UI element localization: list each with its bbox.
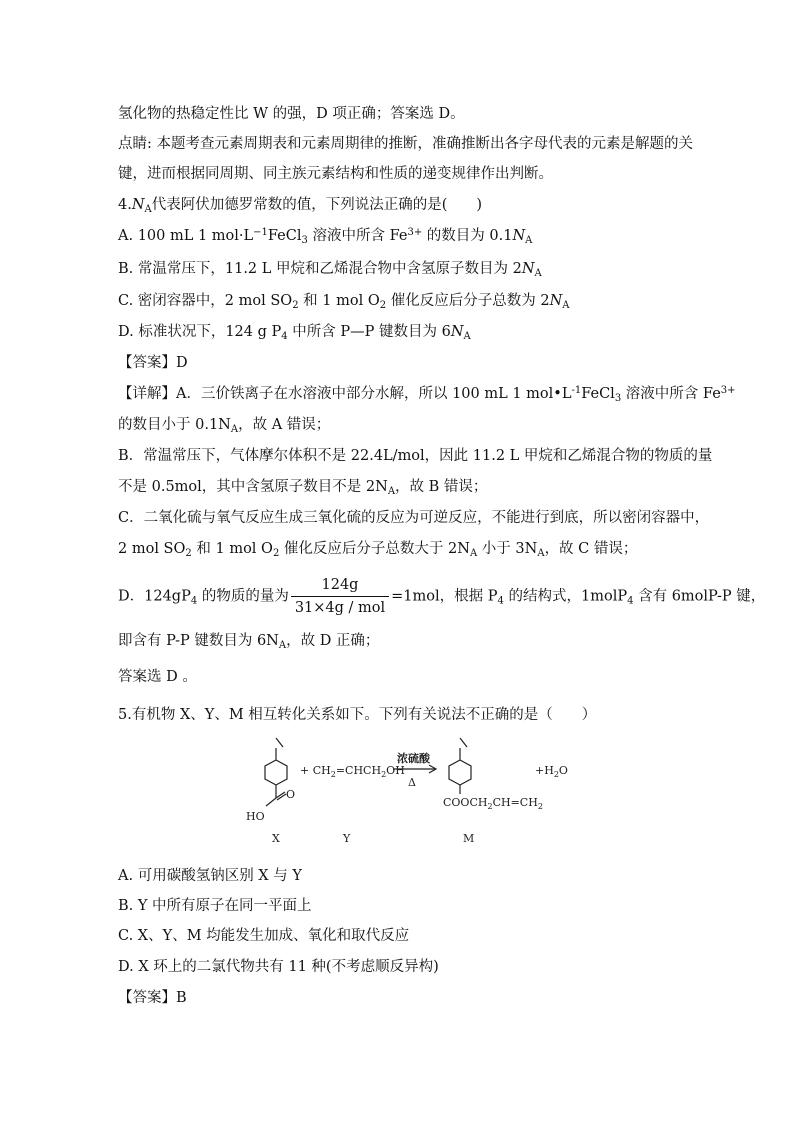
question-5-stem: 5.有机物 X、Y、M 相互转化关系如下。下列有关说法不正确的是（ ） (118, 707, 597, 723)
molecule-m-structure (449, 738, 471, 794)
question-4-option-b: B. 常温常压下，11.2 L 甲烷和乙烯混合物中含氢原子数目为 $2N_A$ (118, 261, 542, 279)
question-4-answer: 【答案】D (118, 355, 188, 371)
explanation-a-line1: 【详解】A．三价铁离子在水溶液中部分水解，所以 100 mL 1 $mol•L^{-1}FeCl_3$ 溶液中所含 $Fe^{3+}$ (118, 385, 736, 404)
question-5-option-c: C. X、Y、M 均能发生加成、氧化和取代反应 (118, 928, 410, 944)
text-line: 键，进而根据同周期、同主族元素结构和性质的递变规律作出判断。 (118, 166, 553, 182)
question-4-option-d: D. 标准状况下，124 g $P_4$ 中所含 P—P 键数目为 $6N_A$ (118, 324, 471, 342)
reaction-scheme (240, 736, 570, 848)
question-5-answer: 【答案】B (118, 990, 187, 1006)
explanation-d-line1: D．$124gP_4$ 的物质的量为 $\frac{124g}{\text{31×4g / mol}}$ =1mol，根据 $P_4$ 的结构式，1molP$_4$ 含有 6molP-P 键， (118, 577, 766, 616)
label-x: X (272, 832, 280, 845)
label-y: Y (343, 832, 351, 845)
x-ho-label: HO (246, 810, 265, 823)
water-formula: $+H_2O$ (535, 764, 568, 779)
m-ester-formula: $COOCH_2CH=CH_2$ (443, 796, 543, 811)
y-formula: + $CH_2=CHCH_2OH$ (300, 764, 405, 779)
explanation-c-line2: 2 mol $SO_2$ 和 1 mol $O_2$ 催化反应后分子总数大于 $2N_A$ 小于 $3N_A$，故 C 错误； (118, 541, 638, 559)
question-5-option-b: B. Y 中所有原子在同一平面上 (118, 898, 312, 914)
question-5-option-a: A. 可用碳酸氢钠区别 X 与 Y (118, 868, 302, 884)
final-answer: 答案选 D 。 (118, 669, 197, 685)
explanation-c-line1: C．二氧化硫与氧气反应生成三氧化硫的反应为可逆反应，不能进行到底，所以密闭容器中， (118, 510, 710, 526)
label-m: M (463, 832, 475, 845)
condition-catalyst: 浓硫酸 (397, 752, 430, 765)
text-line: 点睛: 本题考查元素周期表和元素周期律的推断，准确推断出各字母代表的元素是解题的关 (118, 136, 693, 152)
question-4-option-a: A. 100 mL 1 $mol\cdot L^{-1}FeCl_3$ 溶液中所含 $Fe^{3+}$ 的数目为 $0.1N_A$ (118, 227, 533, 246)
condition-heat: Δ (408, 776, 416, 789)
explanation-b-line1: B．常温常压下，气体摩尔体积不是 22.4L/mol，因此 11.2 L 甲烷和乙烯混合物的物质的量 (118, 448, 713, 464)
explanation-d-line2: 即含有 P-P 键数目为 $6N_A$，故 D 正确； (118, 633, 380, 651)
explanation-b-line2: 不是 0.5mol，其中含氢原子数目不是 $2N_A$，故 B 错误； (118, 479, 488, 497)
question-4-stem: $4.N_A$代表阿伏加德罗常数的值，下列说法正确的是( ) (118, 197, 483, 215)
text-line: 氢化物的热稳定性比 W 的强，D 项正确；答案选 D。 (118, 106, 465, 122)
explanation-a-line2: 的数目小于 $0.1N_A$，故 A 错误； (118, 417, 331, 435)
molecule-x-structure (265, 738, 287, 806)
fraction: $\frac{124g}{\text{31×4g / mol}}$ (291, 576, 389, 617)
x-o-label: O (286, 788, 296, 801)
question-5-option-d: D. X 环上的二氯代物共有 11 种(不考虑顺反异构) (118, 959, 439, 975)
question-4-option-c: C. 密闭容器中，2 mol $SO_2$ 和 1 mol $O_2$ 催化反应后分子总数为 $2N_A$ (118, 293, 570, 311)
